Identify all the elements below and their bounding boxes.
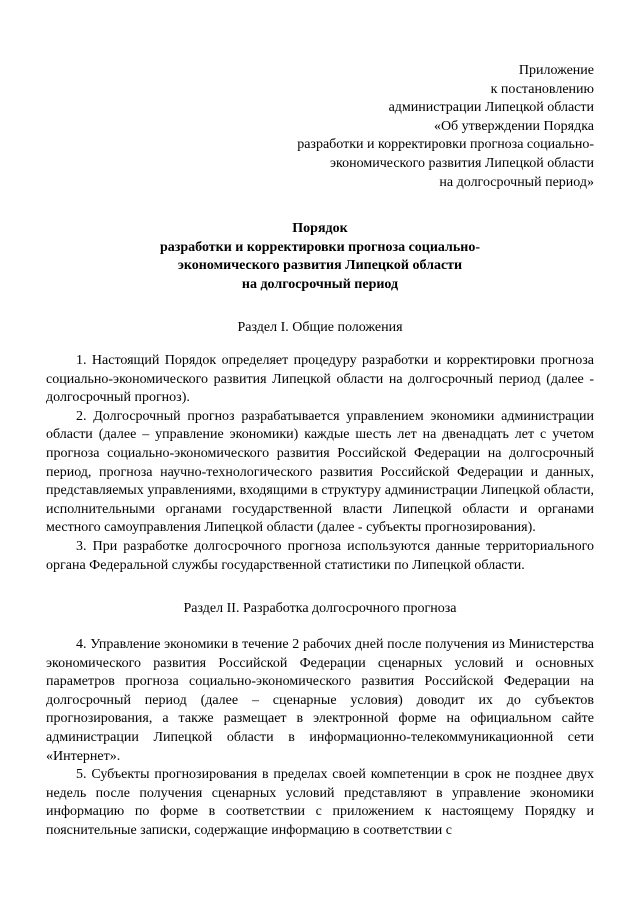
appendix-line: к постановлению bbox=[490, 81, 594, 97]
title-line: на долгосрочный период bbox=[241, 276, 399, 292]
section-1-body bbox=[46, 352, 594, 575]
paragraph-3: 3. При разработке долгосрочного прогноза используются данные территориального органа Федеральной службы государственной статистики по Липецкой области. bbox=[46, 538, 594, 573]
paragraph-5: 5. Субъекты прогнозирования в пределах своей компетенции в срок не позднее двух недель после получения сценарных условий представляют в управление экономики информацию по форме в соответствии с приложением к настоящему Порядку и пояснительные записки, содержащие информацию в соответствии с bbox=[46, 767, 594, 838]
appendix-line: на долгосрочный период» bbox=[439, 174, 594, 190]
paragraph-1: 1. Настоящий Порядок определяет процедуру разработки и корректировки прогноза социально-экономического развития Липецкой области на долгосрочный период (далее - долгосрочный прогноз). bbox=[46, 353, 594, 406]
appendix-line: Приложение bbox=[518, 63, 594, 78]
appendix-block bbox=[297, 62, 594, 192]
paragraph-4: 4. Управление экономики в течение 2 рабочих дней после получения из Министерства экономического развития Российской Федерации сценарных условий и основных параметров прогноза социально-экономического развития Российской Федерации на долгосрочный период (далее – сценарные условия) доводит их до субъектов прогнозирования, а также размещает в электронной форме на официальном сайте администрации Липецкой области в информационно-телекоммуникационной сети «Интернет». bbox=[46, 637, 594, 764]
section-1-heading: Раздел I. Общие положения bbox=[237, 320, 403, 335]
appendix-line: администрации Липецкой области bbox=[388, 100, 594, 116]
section-2-body bbox=[46, 636, 594, 841]
title-line: Порядок bbox=[292, 221, 348, 236]
paragraph-2: 2. Долгосрочный прогноз разрабатывается управлением экономики администрации области (далее – управление экономики) каждые шесть лет на двенадцать лет с учетом прогноза социально-экономического развития Российской Федерации на долгосрочный период, прогноза научно-технологического развития Российской Федерации и данных, представляемых управлениями, входящими в структуру администрации Липецкой области, исполнительными органами государственной власти Липецкой области и органами местного самоуправления Липецкой области (далее - субъекты прогнозирования). bbox=[46, 408, 594, 536]
document-title bbox=[0, 220, 640, 294]
appendix-line: экономического развития Липецкой области bbox=[330, 155, 594, 171]
appendix-line: «Об утверждении Порядка bbox=[433, 118, 594, 134]
title-line: разработки и корректировки прогноза социально- bbox=[159, 239, 481, 255]
title-line: экономического развития Липецкой области bbox=[177, 258, 463, 274]
section-2-heading: Раздел II. Разработка долгосрочного прогноза bbox=[183, 601, 457, 616]
appendix-line: разработки и корректировки прогноза социально- bbox=[297, 137, 594, 153]
